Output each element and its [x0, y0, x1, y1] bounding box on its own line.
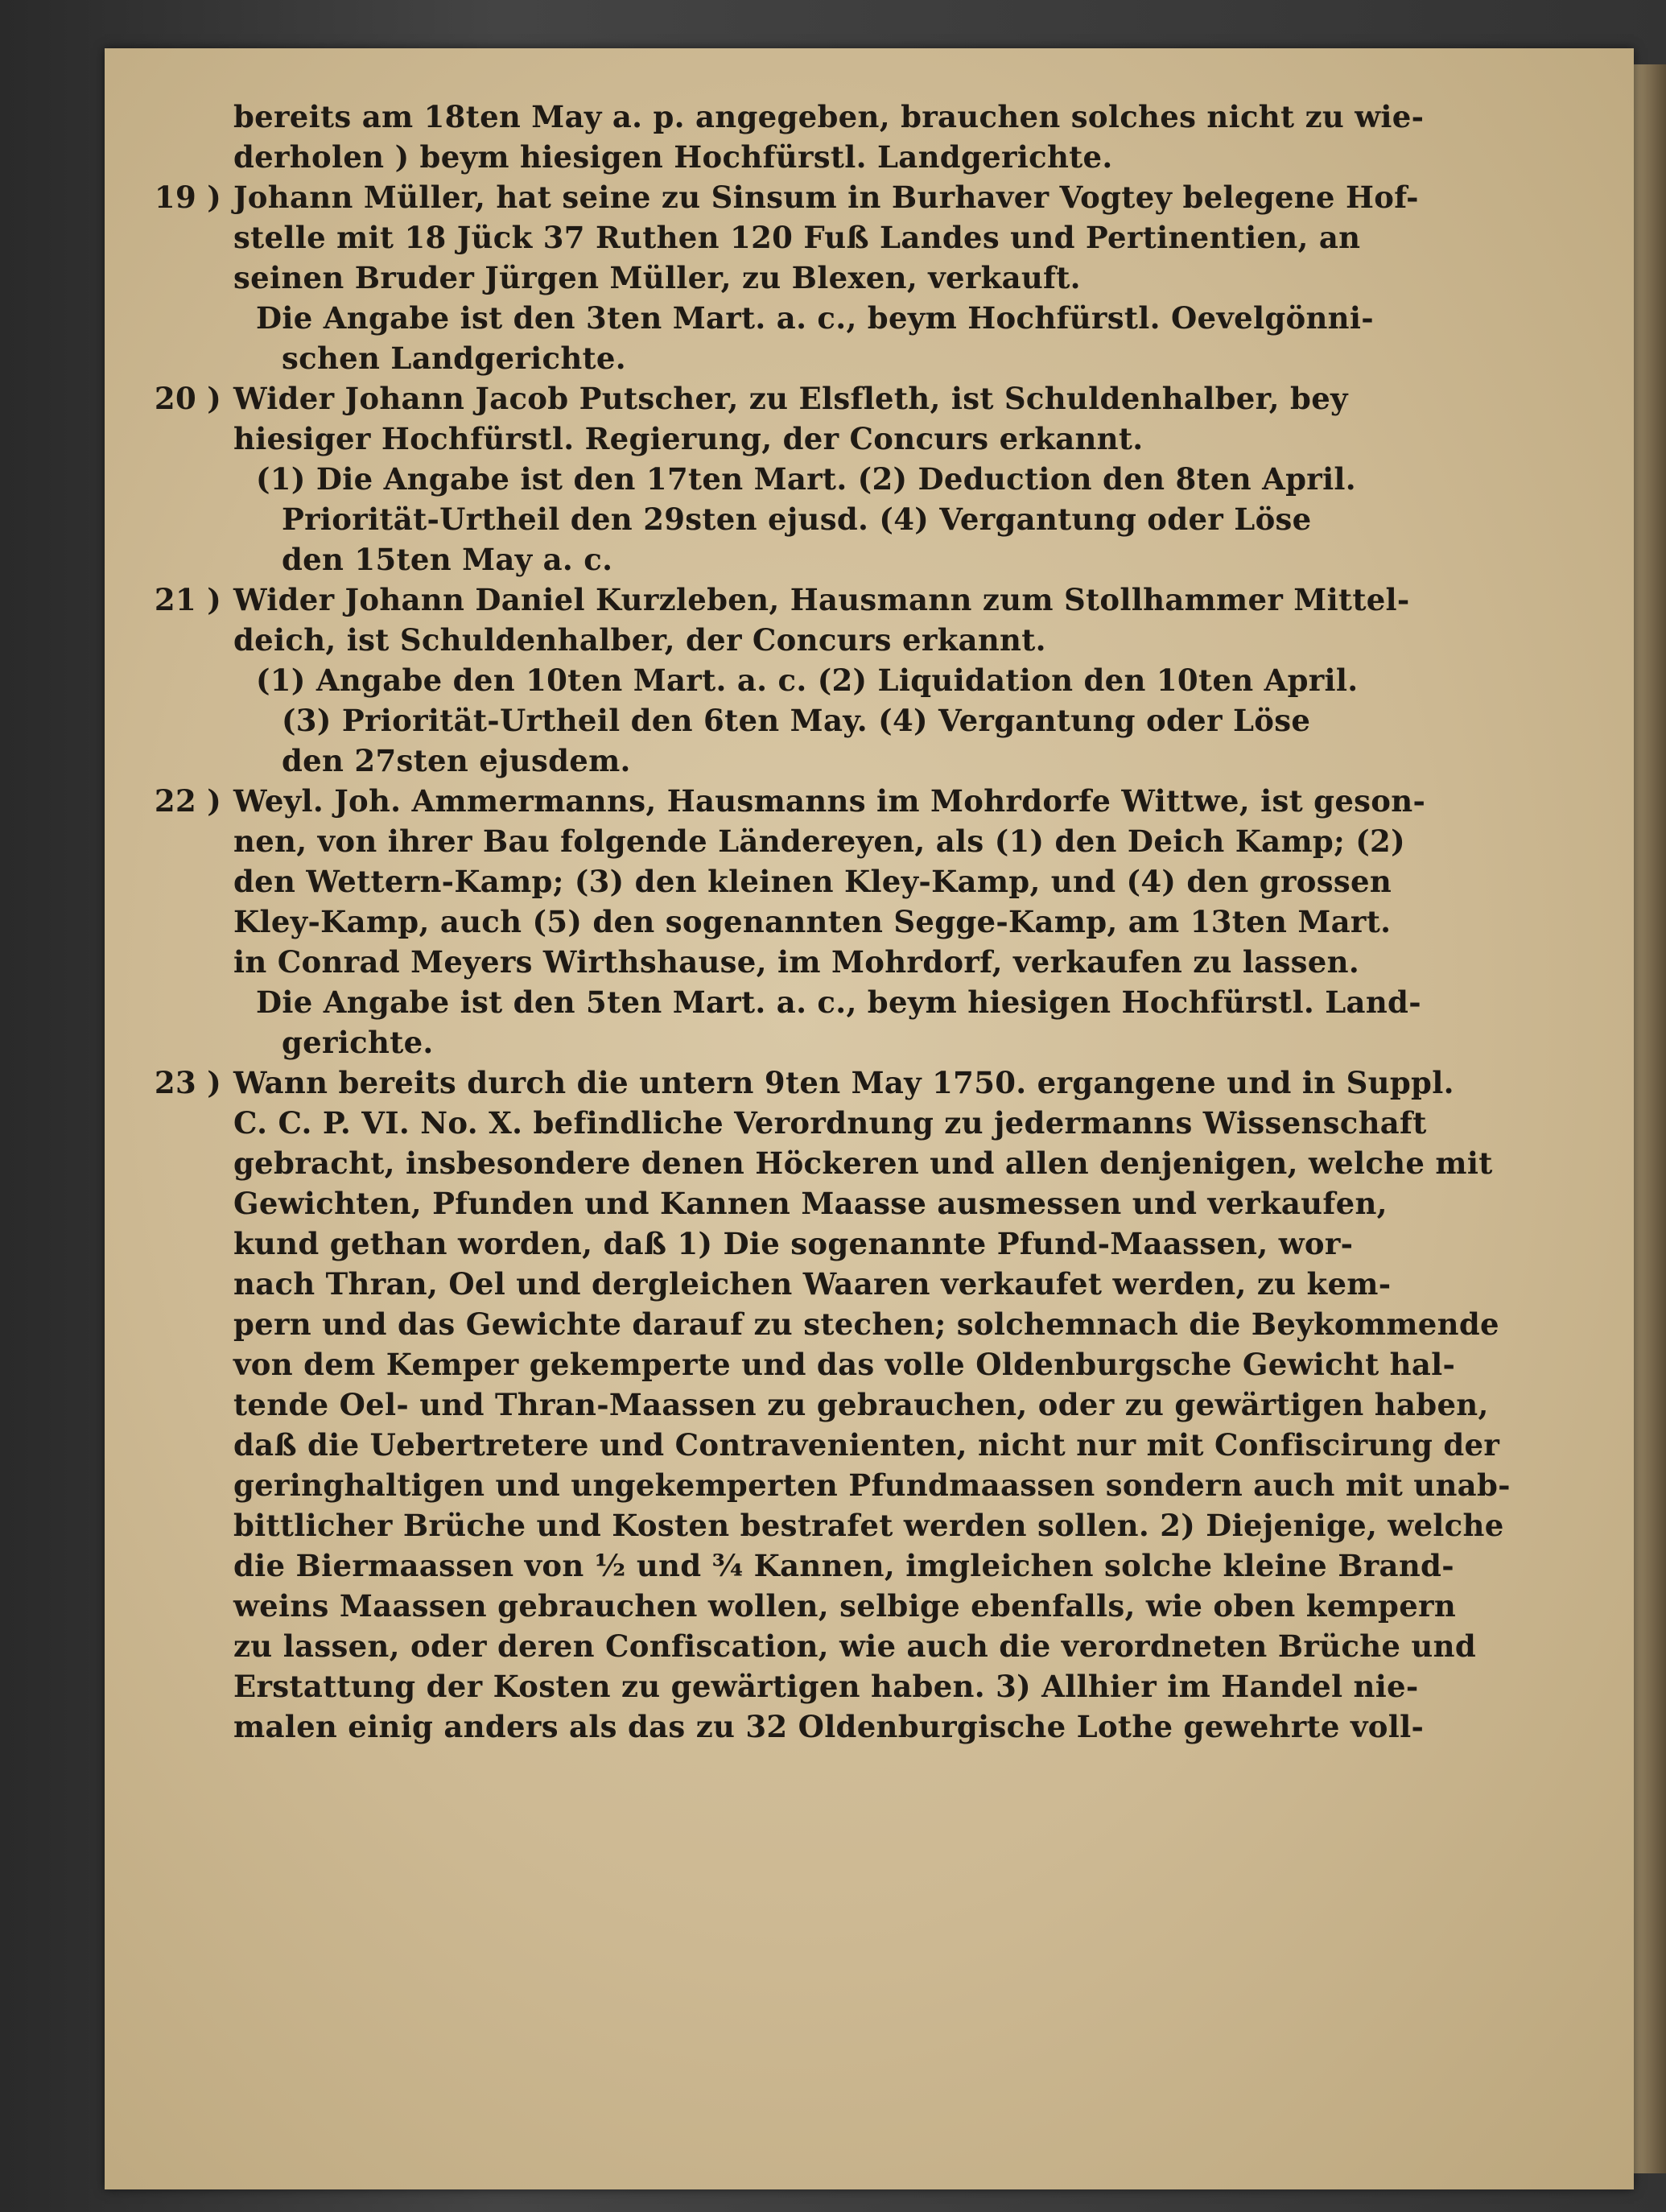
text-line: weins Maassen gebrauchen wollen, selbige ebenfalls, wie oben kempern [233, 1588, 1457, 1624]
entry-19 [137, 177, 1569, 378]
text-line: Weyl. Joh. Ammermanns, Hausmanns im Mohrdorfe Wittwe, ist geson- [233, 783, 1426, 819]
page-text [137, 97, 1569, 1747]
entry-number: 23 ) [154, 1065, 221, 1100]
text-line: schen Landgerichte. [282, 340, 626, 376]
text-line: von dem Kemper gekemperte und das volle Oldenburgsche Gewicht hal- [233, 1347, 1456, 1382]
text-line: den 27sten ejusdem. [282, 743, 631, 778]
text-line: (1) Angabe den 10ten Mart. a. c. (2) Liquidation den 10ten April. [256, 662, 1359, 698]
entry-number: 19 ) [154, 180, 221, 215]
text-line: Johann Müller, hat seine zu Sinsum in Burhaver Vogtey belegene Hof- [233, 180, 1419, 215]
entry-20 [137, 378, 1569, 580]
text-line: gerichte. [282, 1025, 434, 1060]
text-line: seinen Bruder Jürgen Müller, zu Blexen, verkauft. [233, 260, 1081, 295]
text-line: Wider Johann Daniel Kurzleben, Hausmann zum Stollhammer Mittel- [233, 582, 1410, 617]
text-line: stelle mit 18 Jück 37 Ruthen 120 Fuß Landes und Pertinentien, an [233, 220, 1361, 255]
entry-22 [137, 781, 1569, 1063]
text-line: Priorität-Urtheil den 29sten ejusd. (4) Vergantung oder Löse [282, 501, 1312, 537]
text-line: gebracht, insbesondere denen Höckeren und allen denjenigen, welche mit [233, 1145, 1493, 1181]
text-line: in Conrad Meyers Wirthshause, im Mohrdorf, verkaufen zu lassen. [233, 944, 1360, 980]
text-line: den 15ten May a. c. [282, 542, 613, 577]
text-line: Kley-Kamp, auch (5) den sogenannten Segge-Kamp, am 13ten Mart. [233, 904, 1392, 939]
text-line: Gewichten, Pfunden und Kannen Maasse ausmessen und verkaufen, [233, 1186, 1388, 1221]
entry-23 [137, 1063, 1569, 1747]
text-line: deich, ist Schuldenhalber, der Concurs erkannt. [233, 622, 1046, 658]
text-line: nach Thran, Oel und dergleichen Waaren verkaufet werden, zu kem- [233, 1266, 1392, 1302]
text-line: C. C. P. VI. No. X. befindliche Verordnung zu jedermanns Wissenschaft [233, 1105, 1427, 1141]
text-line: malen einig anders als das zu 32 Oldenburgische Lothe gewehrte voll- [233, 1709, 1425, 1744]
text-line: pern und das Gewichte darauf zu stechen; solchemnach die Beykommende [233, 1306, 1499, 1342]
adjacent-page-edge [1634, 64, 1666, 2173]
text-line: kund gethan worden, daß 1) Die sogenannte Pfund-Maassen, wor- [233, 1226, 1354, 1261]
text-line: Wider Johann Jacob Putscher, zu Elsfleth, ist Schuldenhalber, bey [233, 381, 1348, 416]
text-line: Wann bereits durch die untern 9ten May 1750. ergangene und in Suppl. [233, 1065, 1454, 1100]
text-line: Erstattung der Kosten zu gewärtigen haben. 3) Allhier im Handel nie- [233, 1669, 1419, 1704]
text-line: (3) Priorität-Urtheil den 6ten May. (4) Vergantung oder Löse [282, 703, 1311, 738]
intro-block [137, 97, 1569, 177]
entry-number: 22 ) [154, 783, 221, 819]
text-line: Die Angabe ist den 3ten Mart. a. c., beym Hochfürstl. Oevelgönni- [256, 300, 1374, 336]
text-line: bereits am 18ten May a. p. angegeben, brauchen solches nicht zu wie- [233, 99, 1425, 134]
entry-number: 20 ) [154, 381, 221, 416]
text-line: derholen ) beym hiesigen Hochfürstl. Landgerichte. [233, 139, 1113, 175]
text-line: tende Oel- und Thran-Maassen zu gebrauchen, oder zu gewärtigen haben, [233, 1387, 1489, 1422]
entry-number: 21 ) [154, 582, 221, 617]
text-line: daß die Uebertretere und Contravenienten, nicht nur mit Confiscirung der [233, 1427, 1500, 1463]
entry-21 [137, 580, 1569, 781]
text-line: bittlicher Brüche und Kosten bestrafet werden sollen. 2) Diejenige, welche [233, 1508, 1504, 1543]
text-line: den Wettern-Kamp; (3) den kleinen Kley-Kamp, und (4) den grossen [233, 864, 1392, 899]
text-line: zu lassen, oder deren Confiscation, wie auch die verordneten Brüche und [233, 1628, 1476, 1664]
text-line: die Biermaassen von ½ und ¾ Kannen, imgleichen solche kleine Brand- [233, 1548, 1454, 1583]
text-line: Die Angabe ist den 5ten Mart. a. c., beym hiesigen Hochfürstl. Land- [256, 984, 1421, 1020]
text-line: nen, von ihrer Bau folgende Ländereyen, als (1) den Deich Kamp; (2) [233, 823, 1405, 859]
text-line: hiesiger Hochfürstl. Regierung, der Concurs erkannt. [233, 421, 1144, 456]
text-line: geringhaltigen und ungekemperten Pfundmaassen sondern auch mit unab- [233, 1467, 1511, 1503]
text-line: (1) Die Angabe ist den 17ten Mart. (2) Deduction den 8ten April. [256, 461, 1356, 497]
